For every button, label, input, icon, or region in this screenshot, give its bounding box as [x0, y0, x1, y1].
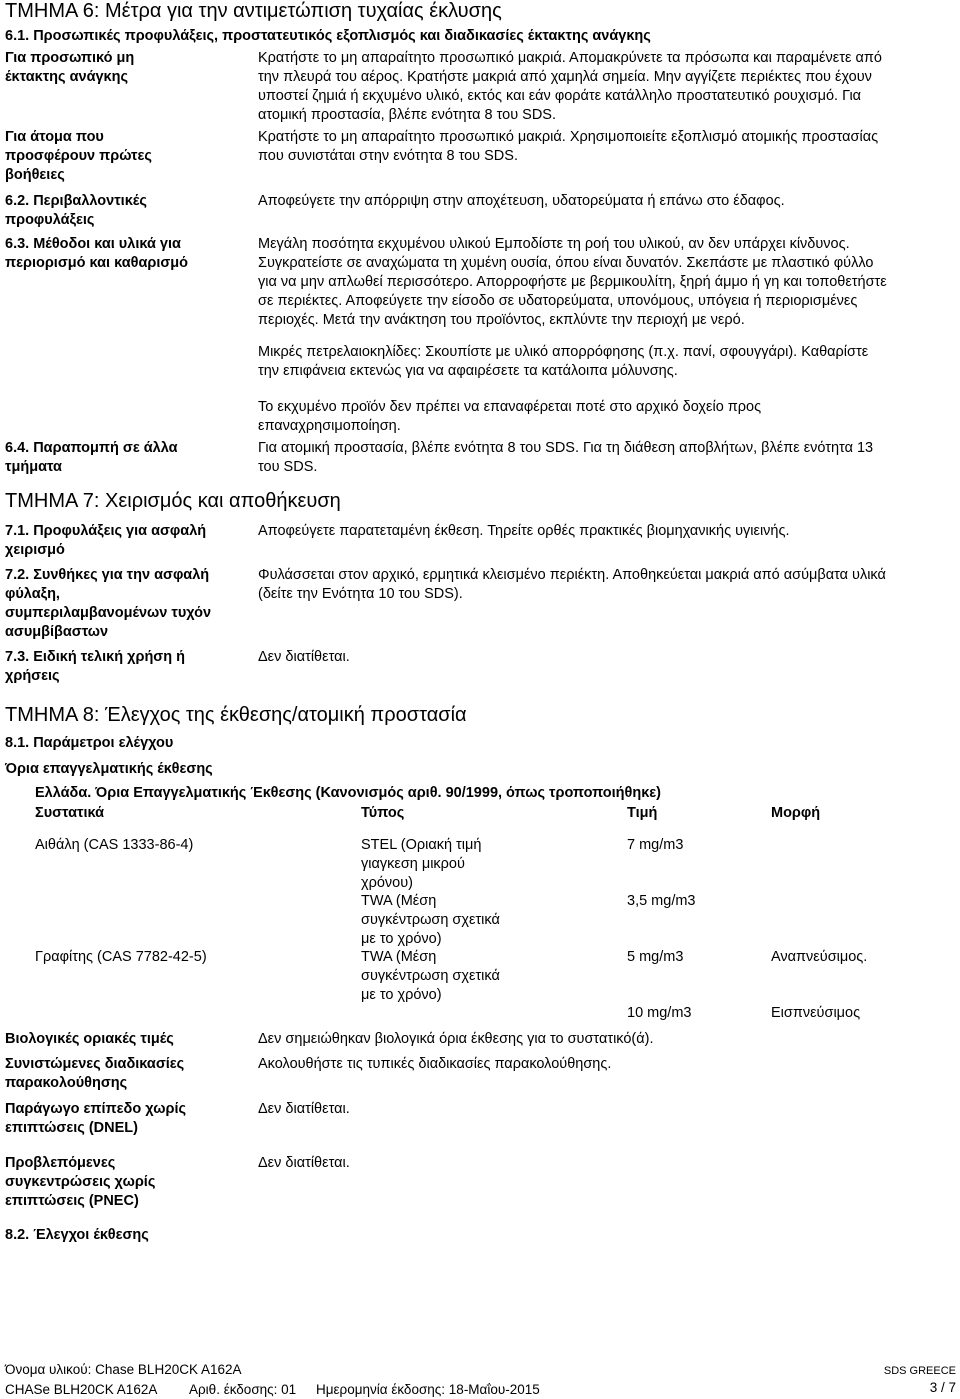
containment-label: 6.3. Μέθοδοι και υλικά για περιορισμό και καθαρισμό — [5, 236, 189, 271]
pnec-label: Προβλεπόμενες συγκεντρώσεις χωρίς επιπτώσεις (PNEC) — [5, 1155, 156, 1209]
oel-heading: Όρια επαγγελματικής έκθεσης — [5, 761, 213, 777]
header-type: Τύπος — [361, 805, 405, 821]
environmental-precautions-text: Αποφεύγετε την απόρριψη στην αποχέτευση, υδατορεύματα ή επάνω στο έδαφος. — [258, 193, 785, 209]
table-row-type: STEL (Οριακή τιμή γιαγκεση μικρού χρόνου) — [361, 837, 482, 891]
nonemergency-text: Κρατήστε το μη απαραίτητο προσωπικό μακριά. Απομακρύνετε τα πρόσωπα και παραμένετε από την πλευρά του αέρος. Κρατήστε μακριά από χαμηλά σημεία. Μην αγγίζετε περιέκτες που έχουν υποστεί ζημιά ή εκχυμένο υλικό, εκτός και εάν φοράτε κατάλληλο προστατευτικό ρουχισμό. Για ατομική προστασία, βλέπε ενότητα 8 του SDS. — [258, 50, 882, 123]
dnel-label: Παράγωγο επίπεδο χωρίς επιπτώσεις (DNEL) — [5, 1101, 187, 1136]
footer-version: Αριθ. έκδοσης: 01 — [189, 1382, 297, 1397]
dnel-text: Δεν διατίθεται. — [258, 1101, 350, 1117]
table-row-value: 3,5 mg/m3 — [627, 893, 696, 909]
table-row-form: Εισπνεύσιμος — [771, 1005, 861, 1021]
nonemergency-label: Για προσωπικό μη έκτακτης ανάγκης — [5, 50, 135, 85]
subsection-6-1-title: 6.1. Προσωπικές προφυλάξεις, προστατευτικός εξοπλισμός και διαδικασίες έκτακτης ανάγκης — [5, 28, 651, 44]
containment-text-small-spill: Μικρές πετρελαιοκηλίδες: Σκουπίστε με υλικό απορρόφησης (π.χ. πανί, σφουγγάρι). Καθαρίστε την επιφάνεια εκτενώς για να αφαιρέσετε τα κατάλοιπα μόλυνσης. — [258, 344, 869, 379]
table-row-component: Γραφίτης (CAS 7782-42-5) — [35, 949, 207, 965]
containment-text-large-spill: Μεγάλη ποσότητα εκχυμένου υλικού Εμποδίστε τη ροή του υλικού, αν δεν υπάρχει κίνδυνος. Συγκρατείστε σε αναχώματα τη χυμένη ουσία, όπου είναι δυνατόν. Σκεπάστε με πλαστικό φύλλο για να μην απλωθεί περισσότερο. Απορροφήστε με βερμικουλίτη, ξηρή άμμο ή γη και τοποθετήστε σε περιέκτες. Αποφεύγετε την είσοδο σε υδατορεύματα, υπονόμους, υπόγεια ή περιορισμένες περιοχές. Μετά την ανάκτηση του προϊόντος, εκπλύντε την περιοχή με νερό. — [258, 236, 887, 328]
section-7-title: ΤΜΗΜΑ 7: Χειρισμός και αποθήκευση — [5, 490, 341, 512]
biological-limits-text: Δεν σημειώθηκαν βιολογικά όρια έκθεσης για το συστατικό(ά). — [258, 1031, 654, 1047]
table-row-type: TWA (Μέση συγκέντρωση σχετικά με το χρόνο) — [361, 949, 500, 1003]
footer-material-name: Όνομα υλικού: Chase BLH20CK A162A — [5, 1362, 242, 1377]
table-row-type: TWA (Μέση συγκέντρωση σχετικά με το χρόνο) — [361, 893, 500, 947]
environmental-precautions-label: 6.2. Περιβαλλοντικές προφυλάξεις — [5, 193, 147, 228]
reference-text: Για ατομική προστασία, βλέπε ενότητα 8 του SDS. Για τη διάθεση αποβλήτων, βλέπε ενότητα 13 του SDS. — [258, 440, 874, 475]
subsection-8-2-title: 8.2. Έλεγχοι έκθεσης — [5, 1227, 149, 1243]
header-value: Τιμή — [627, 805, 658, 821]
header-component: Συστατικά — [35, 805, 105, 821]
footer-page-number: 3 / 7 — [929, 1380, 956, 1395]
end-use-text: Δεν διατίθεται. — [258, 649, 350, 665]
footer-sds-region: SDS GREECE — [883, 1365, 956, 1377]
table-row-form: Αναπνεύσιμος. — [771, 949, 868, 965]
biological-limits-label: Βιολογικές οριακές τιμές — [5, 1031, 174, 1047]
section-6-title: ΤΜΗΜΑ 6: Μέτρα για την αντιμετώπιση τυχαίας έκλυσης — [5, 0, 502, 22]
table-row-value: 7 mg/m3 — [627, 837, 684, 853]
pnec-text: Δεν διατίθεται. — [258, 1155, 350, 1171]
safe-handling-text: Αποφεύγετε παρατεταμένη έκθεση. Τηρείτε ορθές πρακτικές βιομηχανικής υγιεινής. — [258, 523, 790, 539]
end-use-label: 7.3. Ειδική τελική χρήση ή χρήσεις — [5, 649, 185, 684]
header-form: Μορφή — [771, 805, 821, 821]
containment-text-note: Το εκχυμένο προϊόν δεν πρέπει να επαναφέρεται ποτέ στο αρχικό δοχείο προς επαναχρησιμοποίηση. — [258, 399, 762, 434]
responders-label: Για άτομα που προσφέρουν πρώτες βοήθειες — [5, 129, 152, 183]
storage-label: 7.2. Συνθήκες για την ασφαλή φύλαξη, συμπεριλαμβανομένων τυχόν ασυμβίβαστων — [5, 567, 212, 640]
subsection-8-1-title: 8.1. Παράμετροι ελέγχου — [5, 735, 174, 751]
table-row-value: 10 mg/m3 — [627, 1005, 692, 1021]
monitoring-text: Ακολουθήστε τις τυπικές διαδικασίες παρακολούθησης. — [258, 1056, 612, 1072]
oel-table-title: Ελλάδα. Όρια Επαγγελματικής Έκθεσης (Κανονισμός αριθ. 90/1999, όπως τροποποιήθηκε) — [35, 785, 662, 801]
responders-text: Κρατήστε το μη απαραίτητο προσωπικό μακριά. Χρησιμοποιείτε εξοπλισμό ατομικής προστασίας που συνιστάται στην ενότητα 8 του SDS. — [258, 129, 879, 164]
monitoring-label: Συνιστώμενες διαδικασίες παρακολούθησης — [5, 1056, 185, 1091]
table-row-value: 5 mg/m3 — [627, 949, 684, 965]
footer-date: Ημερομηνία έκδοσης: 18-Μαΐου-2015 — [316, 1382, 540, 1397]
section-8-title: ΤΜΗΜΑ 8: Έλεγχος της έκθεσης/ατομική προστασία — [5, 704, 467, 726]
table-row-component: Αιθάλη (CAS 1333-86-4) — [35, 837, 194, 853]
storage-text: Φυλάσσεται στον αρχικό, ερμητικά κλεισμένο περιέκτη. Αποθηκεύεται μακριά από ασύμβατα υλικά (δείτε την Ενότητα 10 του SDS). — [258, 567, 886, 602]
footer-product: CHASe BLH20CK A162A — [5, 1382, 158, 1397]
safe-handling-label: 7.1. Προφυλάξεις για ασφαλή χειρισμό — [5, 523, 207, 558]
reference-label: 6.4. Παραπομπή σε άλλα τμήματα — [5, 440, 178, 475]
